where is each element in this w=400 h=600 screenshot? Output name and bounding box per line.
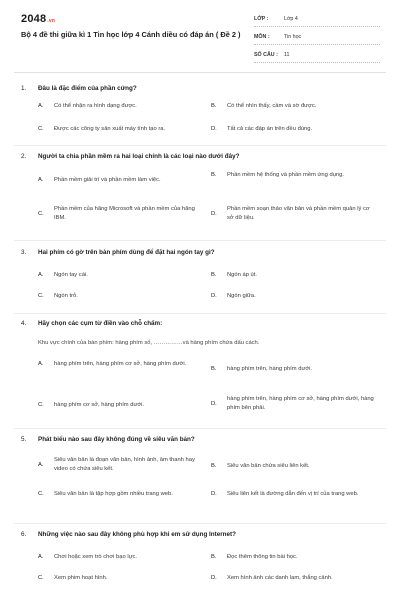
exam-info: [254, 12, 380, 66]
option-letter: A.: [38, 177, 44, 183]
question-prompt: Những việc nào sau đây không phù hợp khi em sử dụng Internet?: [38, 531, 236, 538]
question-divider: [14, 428, 386, 429]
option-a[interactable]: [38, 553, 203, 562]
info-label: SỐ CÂU :: [254, 52, 278, 58]
option-text: hàng phím trên, hàng phím cơ sở, hàng phím dưới.: [54, 361, 187, 367]
question-text: [21, 319, 381, 328]
option-c[interactable]: [38, 205, 203, 223]
info-value: Lớp 4: [284, 16, 298, 22]
site-logo[interactable]: [21, 13, 55, 25]
option-letter: C.: [38, 575, 44, 581]
option-text: Siêu liên kết là đường dẫn đến vị trí của trang web.: [227, 491, 359, 497]
question-prompt: Hai phím có gờ trên bàn phím dùng để đặt hai ngón tay gì?: [38, 249, 215, 256]
option-letter: A.: [38, 103, 44, 109]
option-b[interactable]: [211, 365, 376, 374]
option-text: Có thể nhận ra hình dạng được.: [54, 103, 137, 109]
option-letter: D.: [211, 575, 217, 581]
info-row-grade: [254, 12, 380, 27]
option-text: Chơi hoặc xem trò chơi bạo lực.: [54, 554, 138, 560]
question-number: 6.: [21, 531, 27, 538]
option-b[interactable]: [211, 171, 376, 180]
option-b[interactable]: [211, 102, 376, 111]
option-letter: D.: [211, 293, 217, 299]
option-d[interactable]: [211, 574, 376, 583]
option-letter: C.: [38, 293, 44, 299]
option-text: Có thể nhìn thấy, cầm và sờ được.: [227, 103, 317, 109]
option-b[interactable]: [211, 553, 376, 562]
option-d[interactable]: [211, 292, 376, 301]
logo-main: 2048: [21, 13, 47, 25]
question-prompt: Người ta chia phần mềm ra hai loại chính là các loại nào dưới đây?: [38, 153, 240, 160]
option-letter: D.: [211, 126, 217, 132]
option-c[interactable]: [38, 574, 203, 583]
option-text: Ngón trỏ.: [54, 293, 78, 299]
option-text: hàng phím trên, hàng phím dưới.: [227, 366, 313, 372]
question-divider: [14, 145, 386, 146]
option-text: Được các công ty sản xuất máy tính tạo ra.: [54, 126, 166, 132]
option-letter: B.: [211, 366, 217, 372]
option-letter: B.: [211, 272, 217, 278]
option-letter: C.: [38, 491, 44, 497]
question-prompt: Hãy chọn các cụm từ điền vào chỗ chấm:: [38, 320, 163, 327]
question-number: 2.: [21, 153, 27, 160]
option-letter: A.: [38, 272, 44, 278]
option-text: Siêu văn bản là tập hợp gồm nhiều trang web.: [54, 491, 173, 497]
option-letter: C.: [38, 126, 44, 132]
question-text: [21, 84, 381, 93]
option-letter: C.: [38, 210, 44, 217]
question-text: [21, 435, 381, 444]
option-text: Phần mềm soạn thảo văn bản và phần mềm quản lý cơ sở dữ liệu.: [227, 206, 370, 221]
info-row-count: [254, 48, 380, 63]
option-letter: B.: [211, 554, 217, 560]
logo-sub: .vn: [47, 18, 56, 24]
option-text: Phần mềm giải trí và phần mềm làm việc.: [54, 177, 161, 183]
option-letter: B.: [211, 103, 217, 109]
option-c[interactable]: [38, 490, 203, 499]
question-number: 1.: [21, 85, 27, 92]
option-letter: A.: [38, 361, 44, 367]
question-number: 4.: [21, 320, 27, 327]
option-letter: C.: [38, 402, 44, 408]
option-d[interactable]: [211, 125, 376, 134]
option-text: Tất cả các đáp án trên đều đúng.: [227, 126, 313, 132]
question-prompt: Phát biểu nào sau đây không đúng về siêu văn bản?: [38, 436, 195, 443]
option-text: Xem phim hoạt hình.: [54, 575, 108, 581]
info-value: Tin học: [284, 34, 302, 40]
option-a[interactable]: [38, 102, 203, 111]
option-text: Xem hình ảnh các danh lam, thắng cảnh.: [227, 575, 333, 581]
option-b[interactable]: [211, 462, 376, 471]
option-text: Ngón tay cái.: [54, 272, 88, 278]
option-d[interactable]: [211, 395, 376, 413]
question-text: [21, 530, 381, 539]
page-header: [0, 0, 400, 72]
info-row-subject: [254, 30, 380, 45]
question-divider: [14, 240, 386, 241]
header-divider: [14, 72, 386, 73]
option-a[interactable]: [38, 456, 203, 474]
option-letter: D.: [211, 210, 217, 217]
option-c[interactable]: [38, 292, 203, 301]
question-note: Khu vực chính của bàn phím: hàng phím số, ……………và hàng phím chứa dấu cách.: [38, 340, 260, 346]
page-title: Bộ 4 đề thi giữa kì 1 Tin học lớp 4 Cánh diều có đáp án ( Đề 2 ): [21, 30, 241, 39]
option-text: Ngón giữa.: [227, 293, 256, 299]
info-label: MÔN :: [254, 34, 270, 40]
option-letter: D.: [211, 491, 217, 497]
option-d[interactable]: [211, 205, 376, 223]
option-letter: D.: [211, 400, 217, 407]
question-text: [21, 152, 381, 161]
option-a[interactable]: [38, 360, 203, 369]
option-d[interactable]: [211, 490, 376, 499]
info-label: LỚP :: [254, 16, 269, 22]
option-a[interactable]: [38, 176, 203, 185]
option-text: Siêu văn bản chứa siêu liên kết.: [227, 463, 310, 469]
option-text: Siêu văn bản là đoạn văn bản, hình ảnh, âm thanh hay video có chứa siêu kết.: [54, 457, 195, 472]
option-text: Ngón áp út.: [227, 272, 257, 278]
option-letter: A.: [38, 554, 44, 560]
option-text: Phần mềm hệ thống và phần mềm ứng dụng.: [227, 172, 344, 178]
option-text: Phần mềm của hãng Microsoft và phần mềm của hãng IBM.: [54, 206, 195, 221]
question-prompt: Đâu là đặc điểm của phần cứng?: [38, 85, 137, 92]
question-divider: [14, 313, 386, 314]
option-letter: B.: [211, 463, 217, 469]
option-text: Đọc thêm thông tin bài học.: [227, 554, 298, 560]
option-text: hàng phím trên, hàng phím cơ sở, hàng phím dưới, hàng phím bên phải.: [227, 396, 374, 411]
option-letter: B.: [211, 172, 217, 178]
question-number: 3.: [21, 249, 27, 256]
option-c[interactable]: [38, 401, 203, 410]
option-c[interactable]: [38, 125, 203, 134]
question-divider: [14, 523, 386, 524]
info-value: 11: [284, 52, 290, 58]
option-a[interactable]: [38, 271, 203, 280]
option-letter: A.: [38, 461, 44, 468]
option-text: hàng phím cơ sở, hàng phím dưới.: [54, 402, 145, 408]
option-b[interactable]: [211, 271, 376, 280]
question-number: 5.: [21, 436, 27, 443]
question-text: [21, 248, 381, 257]
